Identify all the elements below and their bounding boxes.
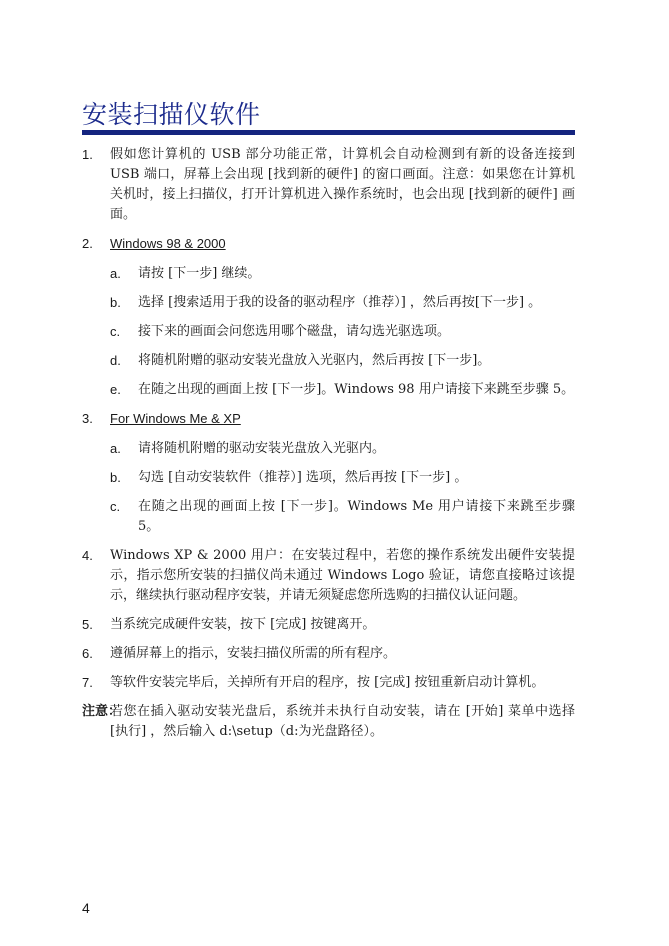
step-7 xyxy=(82,673,575,693)
step-heading-windows-me-xp: For Windows Me & XP xyxy=(110,411,241,426)
step-number: 2. xyxy=(82,236,93,251)
install-note xyxy=(82,702,575,742)
step-text: 假如您计算机的 USB 部分功能正常，计算机会自动检测到有新的设备连接到 USB 端口，屏幕上会出现 [找到新的硬件] 的窗口画面。注意：如果您在计算机关机时，接上扫描仪，打开计算机进入操作系统时，也会出现 [找到新的硬件] 画面。 xyxy=(110,147,575,222)
page-number: 4 xyxy=(82,900,90,916)
substep-2e xyxy=(110,380,575,400)
substep-3b xyxy=(110,468,575,488)
substep-text: 勾选 [自动安装软件（推荐）] 选项，然后再按 [下一步] 。 xyxy=(138,470,468,485)
substep-letter: a. xyxy=(110,441,121,456)
step-text: Windows XP & 2000 用户：在安装过程中，若您的操作系统发出硬件安装提示，指示您所安装的扫描仪尚未通过 Windows Logo 验证，请您直接略过该提示，继续执行驱动程序安装，并请无须疑虑您所选购的扫描仪认证问题。 xyxy=(110,548,575,603)
substep-2a xyxy=(110,264,575,284)
step-text: 等软件安装完毕后，关掉所有开启的程序，按 [完成] 按钮重新启动计算机。 xyxy=(110,675,545,690)
substep-text: 请按 [下一步] 继续。 xyxy=(138,266,261,281)
step-2 xyxy=(82,234,575,400)
step-4 xyxy=(82,546,575,606)
step-3 xyxy=(82,409,575,537)
substep-letter: b. xyxy=(110,470,121,485)
step-number: 1. xyxy=(82,147,93,162)
substep-2b xyxy=(110,293,575,313)
substep-letter: c. xyxy=(110,324,121,339)
step-number: 7. xyxy=(82,675,93,690)
note-text: 若您在插入驱动安装光盘后，系统并未执行自动安装，请在 [开始] 菜单中选择 [执行] ，然后输入 d:\setup（d:为光盘路径）。 xyxy=(110,704,575,739)
substep-letter: c. xyxy=(110,499,121,514)
step-number: 4. xyxy=(82,548,93,563)
title-underline-rule xyxy=(82,130,575,135)
note-label: 注意： xyxy=(82,704,122,719)
substep-text: 在随之出现的画面上按 [下一步]。Windows 98 用户请接下来跳至步骤 5。 xyxy=(138,382,575,397)
substep-letter: a. xyxy=(110,266,121,281)
substep-letter: b. xyxy=(110,295,121,310)
instructions-list xyxy=(82,145,575,742)
step-1 xyxy=(82,145,575,225)
step-number: 3. xyxy=(82,411,93,426)
step-text: 遵循屏幕上的指示，安装扫描仪所需的所有程序。 xyxy=(110,646,397,661)
step-text: 当系统完成硬件安装，按下 [完成] 按键离开。 xyxy=(110,617,376,632)
substep-text: 请将随机附赠的驱动安装光盘放入光驱内。 xyxy=(138,441,386,456)
substep-letter: e. xyxy=(110,382,121,397)
substep-letter: d. xyxy=(110,353,121,368)
substep-2c xyxy=(110,322,575,342)
substep-text: 在随之出现的画面上按 [下一步]。Windows Me 用户请接下来跳至步骤 5。 xyxy=(138,499,575,534)
step-number: 5. xyxy=(82,617,93,632)
page-title: 安装扫描仪软件 xyxy=(82,100,261,129)
step-number: 6. xyxy=(82,646,93,661)
substep-text: 接下来的画面会问您选用哪个磁盘，请勾选光驱选项。 xyxy=(138,324,451,339)
step-heading-windows-98-2000: Windows 98 & 2000 xyxy=(110,236,226,251)
substep-3c xyxy=(110,497,575,537)
step-6 xyxy=(82,644,575,664)
step-5 xyxy=(82,615,575,635)
substep-3a xyxy=(110,439,575,459)
substep-text: 将随机附赠的驱动安装光盘放入光驱内，然后再按 [下一步]。 xyxy=(138,353,491,368)
substep-text: 选择 [搜索适用于我的设备的驱动程序（推荐）] ，然后再按[下一步] 。 xyxy=(138,295,542,310)
substep-2d xyxy=(110,351,575,371)
